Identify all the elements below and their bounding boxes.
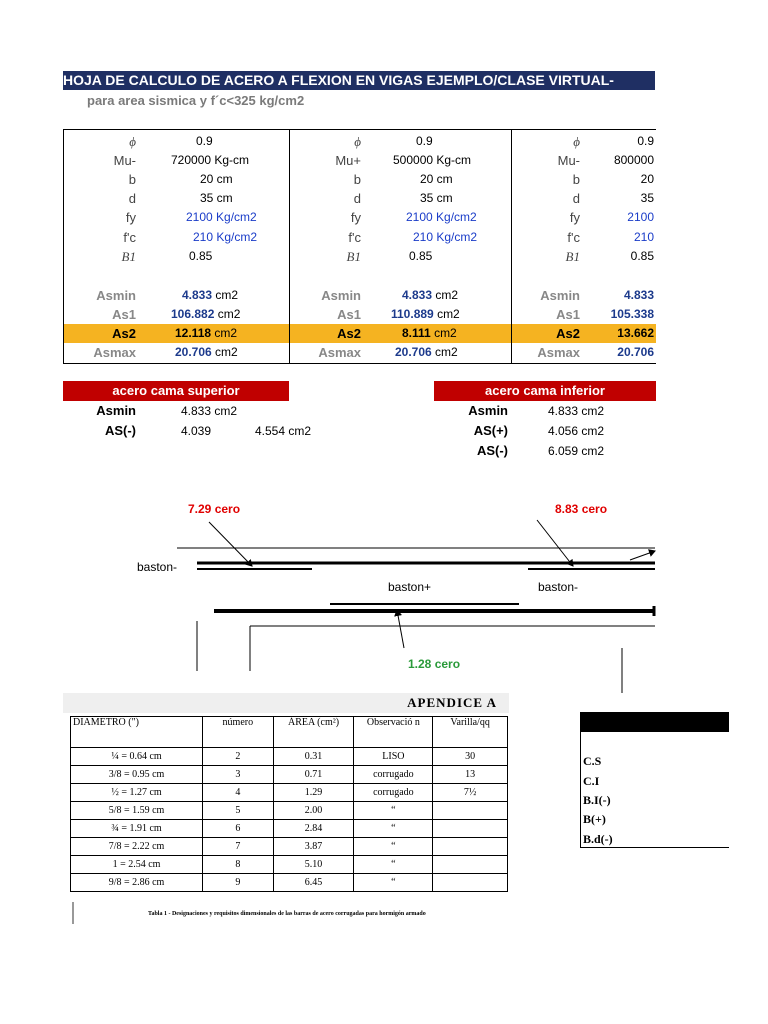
inferior-asneg-label: AS(-) (476, 443, 508, 458)
b-value: 20 (640, 172, 654, 186)
asmax-label: Asmax (537, 345, 580, 360)
b1-value: 0.85 (409, 249, 433, 263)
fc-label: f'c (348, 230, 361, 245)
sheet-subtitle: para area sismica y f´c<325 kg/cm2 (87, 93, 305, 108)
mu-value: 800000 (613, 153, 654, 167)
fy-label: fy (125, 210, 136, 225)
d-label: d (572, 191, 580, 206)
asmin-value: 4.833 (623, 288, 654, 302)
mu-value: 720000 Kg-cm (171, 153, 250, 167)
appendix-table (70, 716, 508, 892)
asmin-label: Asmin (321, 288, 361, 303)
fc-value: 210 Kg/cm2 (413, 230, 478, 244)
as1-label: As1 (337, 307, 361, 322)
as2-value: 8.111 cm2 (402, 326, 457, 340)
appendix-caption: Tabla 1 - Designaciones y requisitos dimensionales de las barras de acero corrugadas para hormigón armado (148, 911, 426, 917)
fy-label: fy (569, 210, 580, 225)
legend-item-bpos: B(+) (583, 812, 606, 826)
d-value: 35 (640, 191, 654, 205)
inferior-asmin-label: Asmin (468, 403, 508, 418)
arrow-bottom (397, 610, 404, 648)
mu-label: Mu- (557, 153, 580, 168)
as2-label: As2 (337, 326, 361, 341)
inferior-header: acero cama inferior (434, 381, 656, 401)
d-value: 35 cm (200, 191, 233, 205)
asmin-label: Asmin (96, 288, 136, 303)
table-row: 5/8 = 1.59 cm 5 2.00 “ (71, 802, 508, 820)
b1-label: B1 (346, 249, 361, 264)
d-label: d (353, 191, 361, 206)
arrow-right (537, 520, 573, 566)
fy-value: 2100 Kg/cm2 (406, 210, 477, 224)
mu-label: Mu- (113, 153, 136, 168)
fc-value: 210 (633, 230, 654, 244)
baston-left-label: baston- (137, 560, 178, 574)
legend-box (580, 712, 729, 848)
mu-label: Mu+ (335, 153, 361, 168)
phi-value: 0.9 (637, 134, 654, 148)
fy-value: 2100 (627, 210, 654, 224)
table-row: 7/8 = 2.22 cm 7 3.87 “ (71, 838, 508, 856)
inferior-aspos-label: AS(+) (473, 423, 508, 438)
asmin-value: 4.833 cm2 (402, 288, 459, 302)
b-value: 20 cm (200, 172, 233, 186)
inferior-asneg-value: 6.059 cm2 (548, 444, 605, 458)
table-row: 3/8 = 0.95 cm 3 0.71 corrugado 13 (71, 766, 508, 784)
inferior-aspos-value: 4.056 cm2 (548, 424, 605, 438)
b1-value: 0.85 (630, 249, 654, 263)
as1-value: 110.889 cm2 (391, 307, 460, 321)
legend-item-bd: B.d(-) (583, 832, 613, 846)
col-observacion: Observació n (354, 717, 433, 748)
baston-right-label: baston- (538, 580, 579, 594)
fc-label: f'c (123, 230, 136, 245)
as2-value: 12.118 cm2 (175, 326, 238, 340)
superior-as-value: 4.039 (181, 424, 212, 438)
phi-label: ϕ (129, 134, 136, 149)
appendix-title: APENDICE A (407, 695, 497, 710)
asmax-value: 20.706 cm2 (395, 345, 458, 359)
b-label: b (572, 172, 580, 187)
d-label: d (128, 191, 136, 206)
as1-value: 105.338 (610, 307, 654, 321)
superior-as-extra: 4.554 cm2 (255, 424, 312, 438)
superior-header: acero cama superior (63, 381, 289, 401)
b1-value: 0.85 (189, 249, 213, 263)
inferior-asmin-value: 4.833 cm2 (548, 404, 605, 418)
table-row: ½ = 1.27 cm 4 1.29 corrugado 7½ (71, 784, 508, 802)
phi-label: ϕ (354, 134, 361, 149)
as2-label: As2 (112, 326, 136, 341)
b1-label: B1 (565, 249, 580, 264)
table-row: ¼ = 0.64 cm 2 0.31 LISO 30 (71, 748, 508, 766)
as1-label: As1 (112, 307, 136, 322)
legend-item-cs: C.S (583, 754, 602, 768)
appendix-header (63, 693, 509, 713)
phi-value: 0.9 (196, 134, 213, 148)
as1-value: 106.882 cm2 (171, 307, 241, 321)
phi-label: ϕ (573, 134, 580, 149)
asmax-value: 20.706 cm2 (175, 345, 238, 359)
fy-value: 2100 Kg/cm2 (186, 210, 257, 224)
table-header-row (71, 717, 508, 748)
superior-asmin-label: Asmin (96, 403, 136, 418)
baston-mid-label: baston+ (388, 580, 432, 594)
as1-label: As1 (556, 307, 580, 322)
superior-asmin-value: 4.833 cm2 (181, 404, 238, 418)
fy-label: fy (350, 210, 361, 225)
table-row: 9/8 = 2.86 cm 9 6.45 “ (71, 874, 508, 892)
mu-value: 500000 Kg-cm (393, 153, 472, 167)
b-value: 20 cm (420, 172, 453, 186)
legend-item-ci: C.I (583, 774, 600, 788)
asmax-label: Asmax (318, 345, 361, 360)
asmin-value: 4.833 cm2 (182, 288, 239, 302)
b-label: b (353, 172, 361, 187)
asmax-label: Asmax (93, 345, 136, 360)
table-row: 1 = 2.54 cm 8 5.10 “ (71, 856, 508, 874)
legend-item-bi: B.I(-) (583, 793, 611, 807)
as2-label: As2 (556, 326, 580, 341)
fc-value: 210 Kg/cm2 (193, 230, 258, 244)
table-left-rule (72, 902, 74, 924)
note-bottom: 1.28 cero (408, 657, 461, 671)
arrow-edge (630, 551, 655, 560)
legend-header-bar (581, 712, 729, 732)
phi-value: 0.9 (416, 134, 433, 148)
arrow-left (209, 522, 252, 566)
col-area: ÁREA (cm²) (273, 717, 354, 748)
col-varilla: Varilla/qq (433, 717, 508, 748)
asmin-label: Asmin (540, 288, 580, 303)
d-value: 35 cm (420, 191, 453, 205)
b1-label: B1 (121, 249, 136, 264)
col-numero: número (203, 717, 274, 748)
superior-as-label: AS(-) (104, 423, 136, 438)
b-label: b (128, 172, 136, 187)
note-right: 8.83 cero (555, 502, 608, 516)
as2-value: 13.662 (617, 326, 654, 340)
sheet-title-text: HOJA DE CALCULO DE ACERO A FLEXION EN VIGAS EJEMPLO/CLASE VIRTUAL- (63, 72, 614, 88)
fc-label: f'c (567, 230, 580, 245)
asmax-value: 20.706 (617, 345, 654, 359)
col-diametro: DIAMETRO (") (71, 717, 203, 748)
table-row: ¾ = 1.91 cm 6 2.84 “ (71, 820, 508, 838)
note-left: 7.29 cero (188, 502, 241, 516)
